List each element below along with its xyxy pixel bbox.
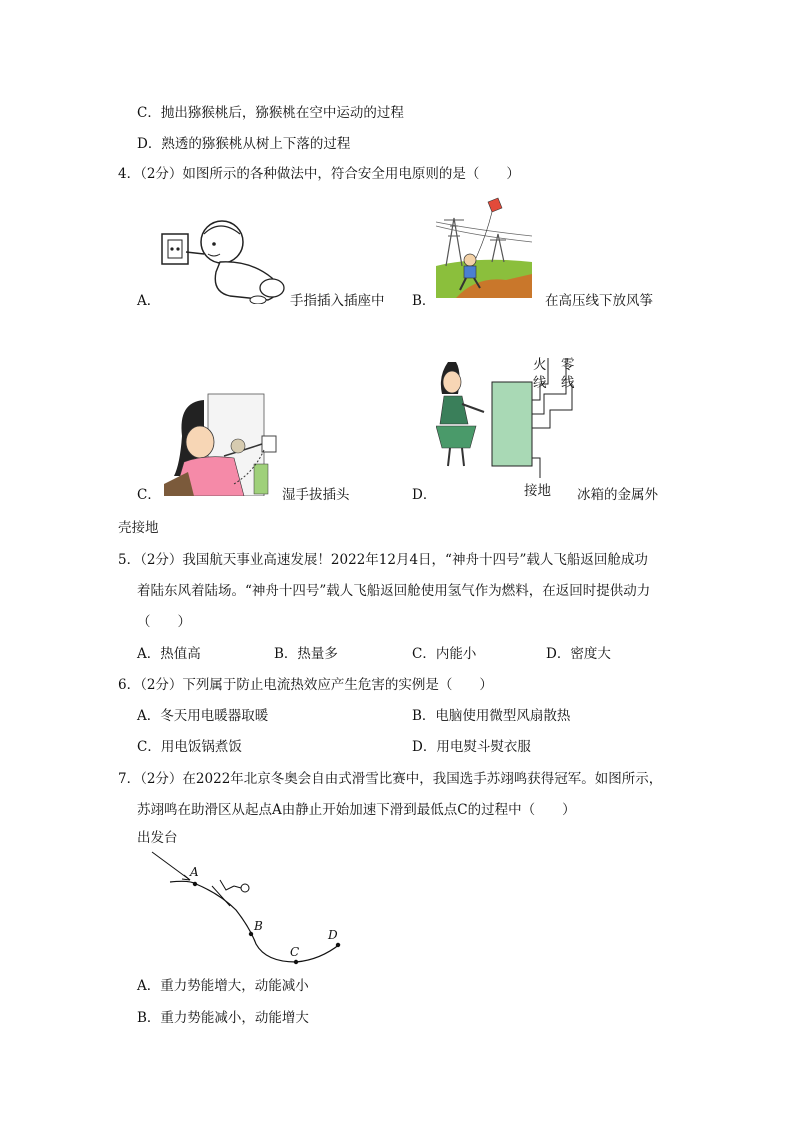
q6-option-c: C．用电饭锅煮饭: [137, 739, 242, 755]
q6-option-a: A．冬天用电暖器取暖: [137, 708, 269, 724]
point-b-label: B: [254, 919, 263, 933]
q5-stem-line-1: 5．（2分）我国航天事业高速发展！2022年12月4日，“神舟十四号”载人飞船返回舱成功: [118, 552, 648, 568]
q5-stem-line-2: 着陆东风着陆场。“神舟十四号”载人飞船返回舱使用氢气作为燃料，在返回时提供动力: [137, 583, 651, 599]
baby-socket-illustration: [160, 212, 295, 304]
label-fire-line-1: 火: [533, 357, 547, 373]
point-a-label: A: [190, 865, 199, 879]
kite-powerline-illustration: [436, 196, 532, 298]
q5-option-c: C．内能小: [412, 646, 477, 662]
q4-option-a-letter: A．: [137, 293, 161, 309]
q7-stem-line-1: 7．（2分）在2022年北京冬奥会自由式滑雪比赛中，我国选手苏翊鸣获得冠军。如图所示，: [118, 771, 663, 787]
q5-option-d: D．密度大: [546, 646, 611, 662]
q7-stem-line-2: 苏翊鸣在助滑区从起点A由静止开始加速下滑到最低点C的过程中（ ）: [137, 802, 576, 818]
q4-option-b-caption: 在高压线下放风筝: [545, 293, 653, 309]
q3-option-d: D．熟透的猕猴桃从树上下落的过程: [137, 136, 351, 152]
q4-stem: 4．（2分）如图所示的各种做法中，符合安全用电原则的是（ ）: [118, 166, 520, 182]
ski-slope-diagram: [150, 850, 350, 968]
q5-option-b: B．热量多: [274, 646, 338, 662]
q6-stem: 6．（2分）下列属于防止电流热效应产生危害的实例是（ ）: [118, 677, 493, 693]
q3-option-c: C．抛出猕猴桃后，猕猴桃在空中运动的过程: [137, 105, 404, 121]
label-fire-line-2: 线: [533, 375, 547, 391]
label-ground: 接地: [524, 483, 551, 499]
q7-option-a: A．重力势能增大，动能减小: [137, 978, 309, 994]
label-zero-line-1: 零: [561, 357, 575, 373]
q4-option-c-letter: C．: [137, 487, 161, 503]
point-c-label: C: [290, 945, 300, 959]
q6-option-b: B．电脑使用微型风扇散热: [412, 708, 571, 724]
q4-option-b-letter: B．: [412, 293, 436, 309]
q4-option-c-caption: 湿手拔插头: [282, 487, 350, 503]
q4-option-d-letter: D．: [412, 487, 437, 503]
point-d-label: D: [328, 928, 338, 942]
q7-option-b: B．重力势能减小，动能增大: [137, 1010, 309, 1026]
label-zero-line-2: 线: [561, 375, 575, 391]
wet-hands-plug-illustration: [164, 392, 282, 496]
q4-option-a-caption: 手指插入插座中: [290, 293, 385, 309]
q5-option-a: A．热值高: [137, 646, 201, 662]
q6-option-d: D．用电熨斗熨衣服: [412, 739, 531, 755]
q4-option-d-caption-2: 壳接地: [118, 520, 159, 536]
q5-stem-line-3: （ ）: [137, 614, 191, 630]
q4-option-d-caption-1: 冰箱的金属外: [577, 487, 658, 503]
label-start-platform: 出发台: [137, 830, 178, 846]
